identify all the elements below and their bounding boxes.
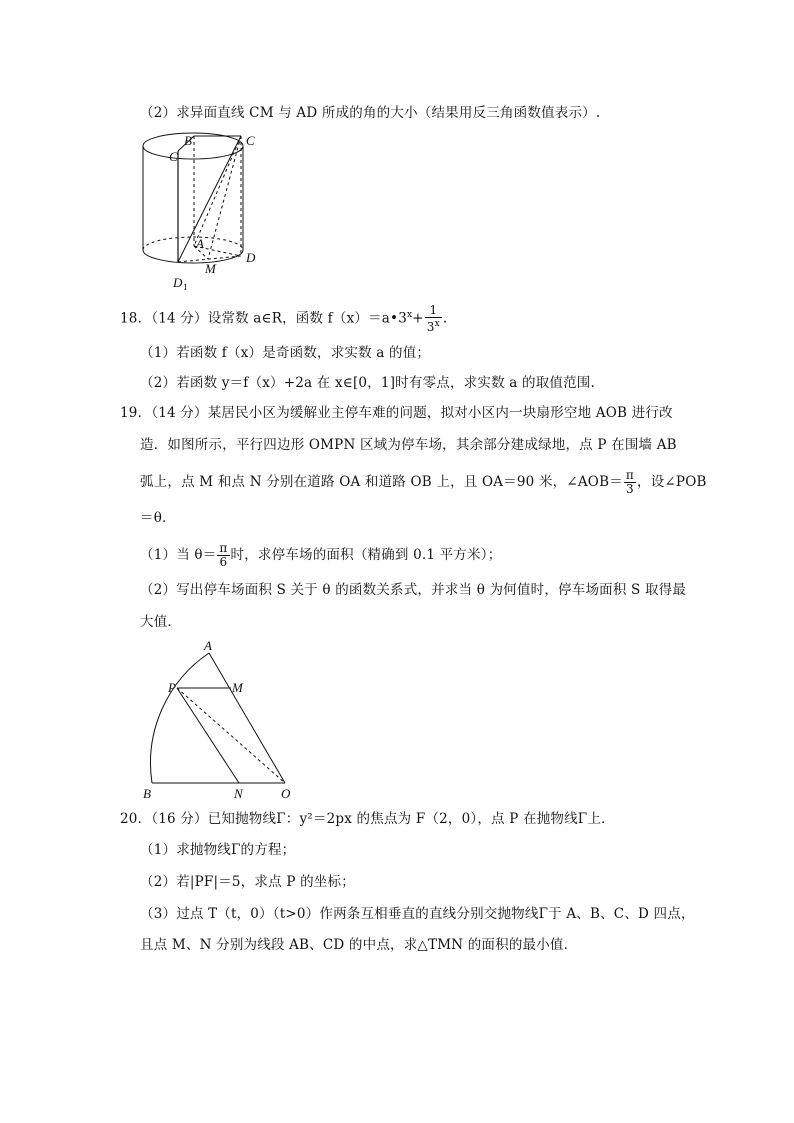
q17-part2: （2）求异面直线 CM 与 AD 所成的角的大小（结果用反三角函数值表示）. xyxy=(140,105,601,121)
q19-fraction-theta: $\frac{\pi}{6}$ xyxy=(219,541,228,569)
cylinder-figure xyxy=(130,130,270,295)
q19-line2: 造．如图所示，平行四边形 OMPN 区域为停车场，其余部分建成绿地，点 P 在围墙 AB xyxy=(140,437,677,453)
q19-part1: （1）当 θ＝ $\frac{\pi}{6}$ 时，求停车场的面积（精确到 0.1 平方米）； xyxy=(140,541,502,569)
q20-stem: 20．（16 分）已知抛物线Γ：y²＝2px 的焦点为 F（2，0），点 P 在抛物线Γ上． xyxy=(120,811,615,827)
label-o: O xyxy=(281,786,291,801)
label-b: B xyxy=(184,133,192,148)
q20-part1: （1）求抛物线Γ的方程； xyxy=(140,842,296,858)
label-c: C xyxy=(246,133,255,148)
q19-fraction-aob: $\frac{\pi}{3}$ xyxy=(625,468,634,496)
q19-part2-line2: 大值． xyxy=(140,614,182,630)
q20-part2: （2）若|PF|＝5，求点 P 的坐标； xyxy=(140,874,355,890)
label-m: M xyxy=(232,680,243,695)
label-d1-subscript: 1 xyxy=(183,282,188,292)
label-a: A xyxy=(204,638,212,653)
q19-line4: ＝θ． xyxy=(140,510,176,526)
q19-line1: 19．（14 分）某居民小区为缓解业主停车难的问题，拟对小区内一块扇形空地 AOB 进行改 xyxy=(120,405,673,421)
label-n: N xyxy=(234,786,243,801)
q20-part3-line2: 且点 M、N 分别为线段 AB、CD 的中点，求△TMN 的面积的最小值． xyxy=(140,937,578,953)
sector-figure xyxy=(135,638,300,803)
label-a: A xyxy=(196,236,204,251)
label-d1: D xyxy=(173,275,183,290)
label-m: M xyxy=(205,261,216,276)
label-c1: C xyxy=(169,149,178,164)
q18-part1: （1）若函数 f（x）是奇函数，求实数 a 的值； xyxy=(140,345,431,361)
q18-part2: （2）若函数 y＝f（x）+2a 在 x∈[0，1]时有零点，求实数 a 的取值范围. xyxy=(140,375,595,391)
label-b: B xyxy=(143,786,151,801)
q18-fraction: $\frac{1}{3^x}$ xyxy=(426,303,440,334)
label-d: D xyxy=(246,250,256,265)
q19-part2-line1: （2）写出停车场面积 S 关于 θ 的函数关系式，并求当 θ 为何值时，停车场面积 S 取得最 xyxy=(140,582,687,598)
q18-stem: 18．（14 分）设常数 a∈R，函数 $f(x)=a•3^x+$ $\frac{1}{3^x}$ . xyxy=(120,303,448,334)
q20-part3-line1: （3）过点 T（t，0）（t>0）作两条互相垂直的直线分别交抛物线Γ于 A、B、C、D 四点， xyxy=(140,906,695,922)
label-p: P xyxy=(168,680,176,695)
q19-line3: 弧上，点 M 和点 N 分别在道路 OA 和道路 OB 上，且 OA＝90 米，∠AOB＝ $\frac{\pi}{3}$ ，设∠POB xyxy=(140,468,707,496)
